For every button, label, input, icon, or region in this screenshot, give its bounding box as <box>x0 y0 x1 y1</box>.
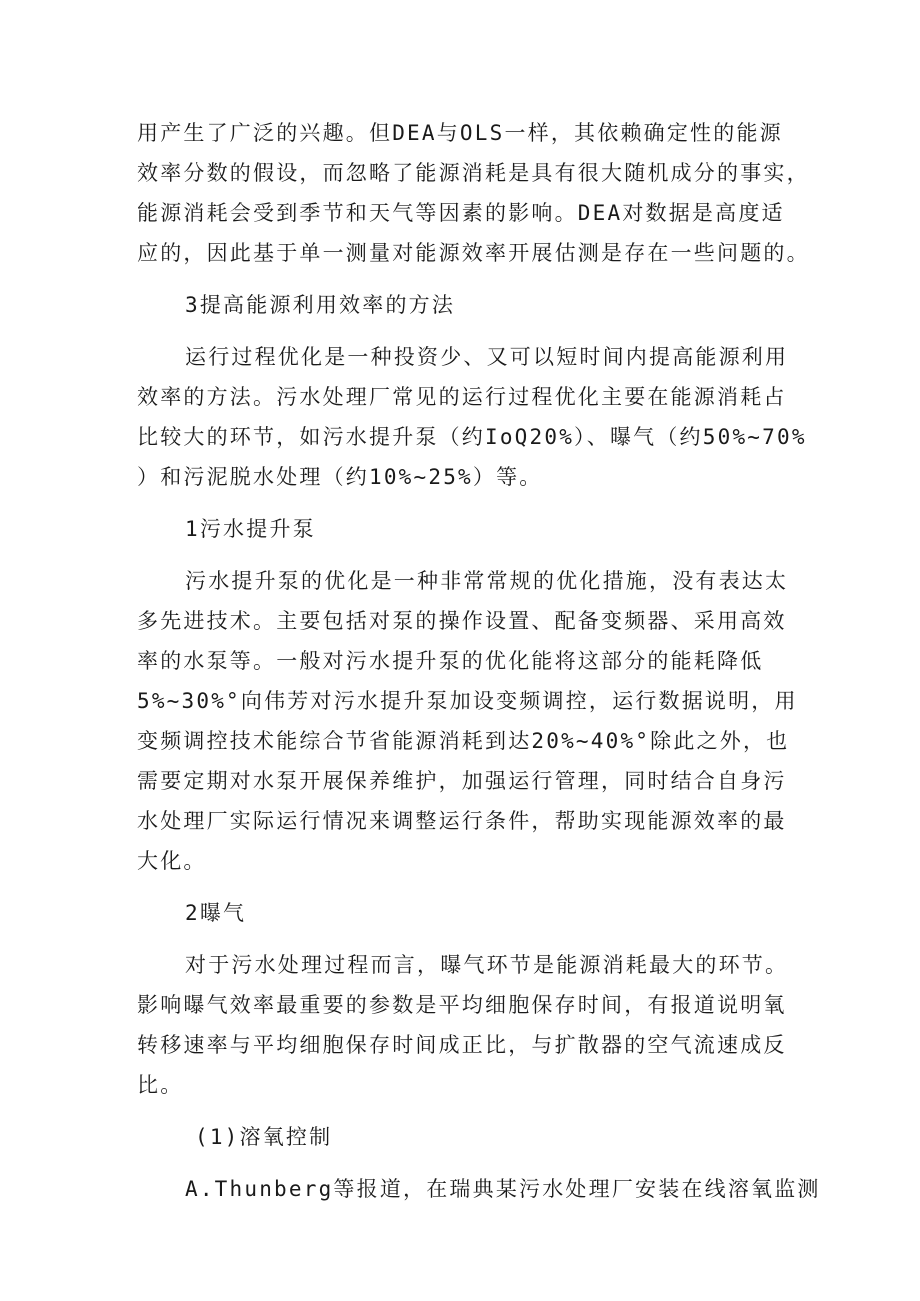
text-line: 大化。 <box>137 849 207 873</box>
text-line: 效率分数的假设，而忽略了能源消耗是具有很大随机成分的事实， <box>137 161 810 185</box>
text-line: 运行过程优化是一种投资少、又可以短时间内提高能源利用 <box>185 345 789 369</box>
text-line: 比较大的环节，如污水提升泵（约IoQ20%）、曝气（约50%~70% <box>137 425 807 449</box>
text-line: 用产生了广泛的兴趣。但DEA与OLS一样，其依赖确定性的能源 <box>137 121 783 145</box>
text-line: 变频调控技术能综合节省能源消耗到达20%~40%°除此之外，也 <box>137 729 790 753</box>
text-line: 多先进技术。主要包括对泵的操作设置、配备变频器、采用高效 <box>137 609 787 633</box>
paragraph-dea-limitations <box>137 113 810 273</box>
text-line: 5%~30%°向伟芳对污水提升泵加设变频调控，运行数据说明，用 <box>137 689 798 713</box>
text-line: 污水提升泵的优化是一种非常常规的优化措施，没有表达太 <box>185 569 789 593</box>
text-line: 应的，因此基于单一测量对能源效率开展估测是存在一些问题的。 <box>137 241 810 265</box>
document-body <box>137 113 821 1209</box>
text-line: 效率的方法。污水处理厂常见的运行过程优化主要在能源消耗占 <box>137 385 787 409</box>
paragraph-process-optimization <box>137 337 807 497</box>
text-line: 转移速率与平均细胞保存时间成正比，与扩散器的空气流速成反 <box>137 1033 787 1057</box>
section-heading-3-1: 1污水提升泵 <box>185 517 316 541</box>
text-line: 对于污水处理过程而言，曝气环节是能源消耗最大的环节。 <box>185 953 789 977</box>
section-heading-3-2: 2曝气 <box>185 901 247 925</box>
text-line: 比。 <box>137 1073 184 1097</box>
text-line: 率的水泵等。一般对污水提升泵的优化能将这部分的能耗降低 <box>137 649 764 673</box>
text-line: ）和污泥脱水处理（约10%~25%）等。 <box>137 465 543 489</box>
text-line: 需要定期对水泵开展保养维护，加强运行管理，同时结合自身污 <box>137 769 787 793</box>
paragraph-lift-pump <box>137 561 797 881</box>
text-line: 影响曝气效率最重要的参数是平均细胞保存时间，有报道说明氧 <box>137 993 787 1017</box>
section-heading-3: 3提高能源利用效率的方法 <box>185 293 456 317</box>
text-line: 水处理厂实际运行情况来调整运行条件，帮助实现能源效率的最 <box>137 809 787 833</box>
paragraph-aeration <box>137 945 797 1105</box>
paragraph-do-control <box>137 1169 821 1209</box>
text-line: A.Thunberg等报道，在瑞典某污水处理厂安装在线溶氧监测 <box>185 1177 821 1201</box>
text-line: 能源消耗会受到季节和天气等因素的影响。DEA对数据是高度适 <box>137 201 785 225</box>
section-heading-3-2-1: (1)溶氧控制 <box>195 1125 333 1149</box>
